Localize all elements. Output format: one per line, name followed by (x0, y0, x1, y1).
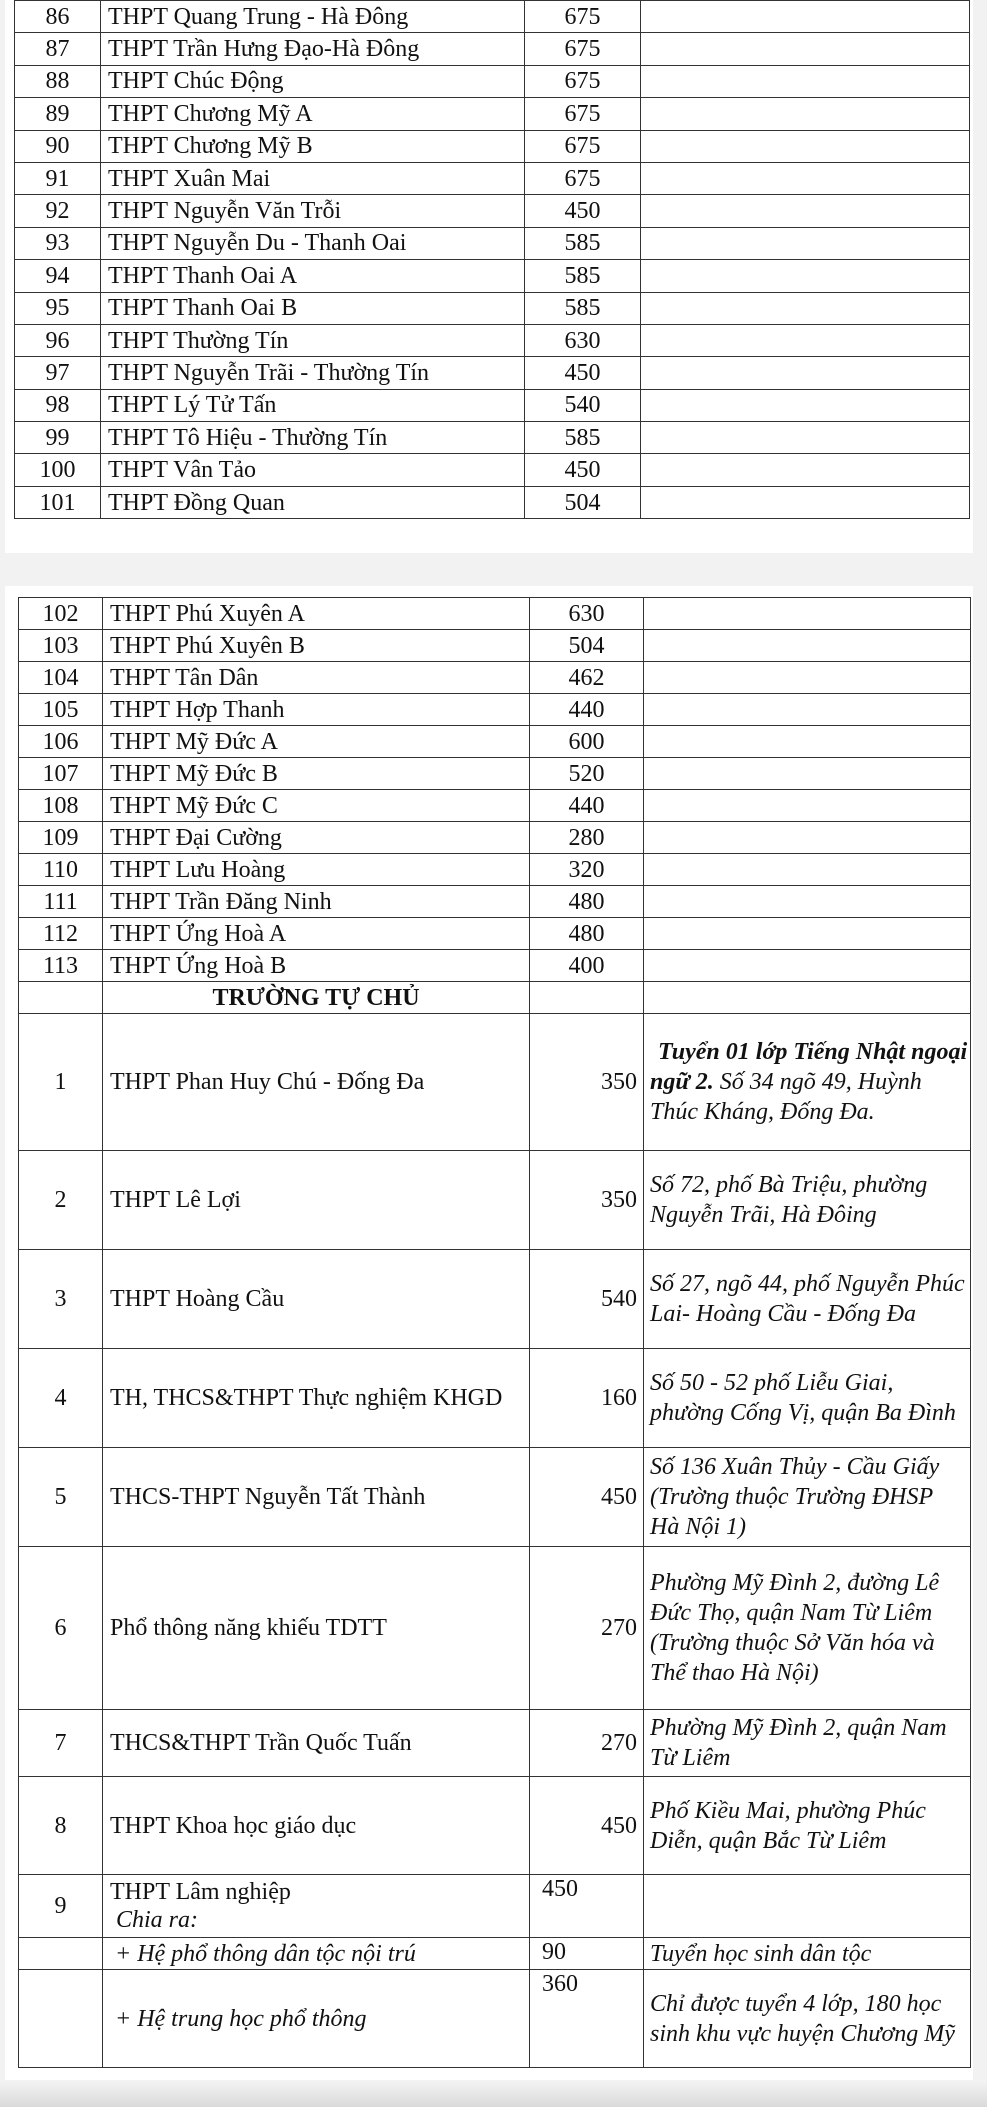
program-name: + Hệ phổ thông dân tộc nội trú (103, 1938, 530, 1970)
row-number: 106 (19, 726, 103, 758)
quota-value: 480 (530, 886, 644, 918)
school-name: THPT Lê Lợi (103, 1151, 530, 1250)
quota-value: 675 (525, 162, 641, 194)
address-note (644, 1710, 971, 1777)
note-text: Số 50 - 52 phố Liễu Giai, phường Cống Vị, quận Ba Đình (650, 1370, 956, 1426)
row-number: 109 (19, 822, 103, 854)
address-note (644, 1349, 971, 1448)
row-number: 101 (15, 486, 101, 518)
table-row (19, 598, 971, 630)
note-cell (644, 726, 971, 758)
table-row (19, 790, 971, 822)
program-note: Chỉ được tuyển 4 lớp, 180 học sinh khu vực huyện Chương Mỹ (644, 1970, 971, 2068)
school-name: THPT Chương Mỹ B (101, 130, 525, 162)
quota-value: 600 (530, 726, 644, 758)
sub-program-row (19, 1970, 971, 2068)
address-note (644, 1014, 971, 1151)
school-name: THPT Lưu Hoàng (103, 854, 530, 886)
quota-value: 585 (525, 292, 641, 324)
note-text: Số 27, ngõ 44, phố Nguyễn Phúc Lai- Hoàng Cầu - Đống Đa (650, 1271, 965, 1327)
row-number: 108 (19, 790, 103, 822)
row-number: 4 (19, 1349, 103, 1448)
table-row (15, 292, 970, 324)
enrollment-table-part-1 (14, 0, 970, 519)
quota-value: 350 (530, 1014, 644, 1151)
table-row (15, 357, 970, 389)
quota-value: 504 (525, 486, 641, 518)
table-row (15, 195, 970, 227)
table-row (15, 389, 970, 421)
quota-value: 540 (530, 1250, 644, 1349)
school-name: Phổ thông năng khiếu TDTT (103, 1547, 530, 1710)
row-number: 113 (19, 950, 103, 982)
row-number: 92 (15, 195, 101, 227)
row-number: 5 (19, 1448, 103, 1547)
row-number: 89 (15, 98, 101, 130)
table-row (19, 822, 971, 854)
school-name: THPT Phú Xuyên A (103, 598, 530, 630)
school-name: THPT Quang Trung - Hà Đông (101, 1, 525, 33)
table-row (15, 1, 970, 33)
program-note: Tuyển học sinh dân tộc (644, 1938, 971, 1970)
quota-value: 450 (530, 1777, 644, 1875)
school-name: THPT Nguyễn Trãi - Thường Tín (101, 357, 525, 389)
school-name: THPT Chương Mỹ A (101, 98, 525, 130)
note-cell (644, 886, 971, 918)
row-number: 99 (15, 422, 101, 454)
school-name: TH, THCS&THPT Thực nghiệm KHGD (103, 1349, 530, 1448)
autonomous-school-row (19, 1349, 971, 1448)
table-row (19, 918, 971, 950)
note-cell (644, 1875, 971, 1938)
school-name: THPT Thanh Oai A (101, 260, 525, 292)
quota-value: 675 (525, 65, 641, 97)
school-name: THPT Mỹ Đức B (103, 758, 530, 790)
row-number: 94 (15, 260, 101, 292)
lam-nghiep-row (19, 1875, 971, 1938)
quota-value: 360 (530, 1970, 644, 2068)
program-name: + Hệ trung học phổ thông (103, 1970, 530, 2068)
row-number: 96 (15, 324, 101, 356)
school-name: THPT Hoàng Cầu (103, 1250, 530, 1349)
school-name: THPT Trần Đăng Ninh (103, 886, 530, 918)
school-name: THPT Tân Dân (103, 662, 530, 694)
school-name: THPT Hợp Thanh (103, 694, 530, 726)
table-row (15, 162, 970, 194)
quota-value: 675 (525, 130, 641, 162)
row-number: 105 (19, 694, 103, 726)
row-number: 112 (19, 918, 103, 950)
autonomous-school-row (19, 1014, 971, 1151)
row-number: 95 (15, 292, 101, 324)
school-name: THPT Phan Huy Chú - Đống Đa (103, 1014, 530, 1151)
quota-value: 675 (525, 98, 641, 130)
note-cell (644, 694, 971, 726)
quota-value: 450 (530, 1448, 644, 1547)
quota-value: 160 (530, 1349, 644, 1448)
note-cell (644, 822, 971, 854)
school-name: THPT Ứng Hoà A (103, 918, 530, 950)
note-cell (641, 162, 970, 194)
school-name: THCS-THPT Nguyễn Tất Thành (103, 1448, 530, 1547)
quota-value: 400 (530, 950, 644, 982)
row-number: 93 (15, 227, 101, 259)
quota-value: 630 (525, 324, 641, 356)
row-number: 103 (19, 630, 103, 662)
school-name: THPT Đại Cường (103, 822, 530, 854)
row-number: 104 (19, 662, 103, 694)
school-name: THPT Đồng Quan (101, 486, 525, 518)
school-name: THPT Vân Tảo (101, 454, 525, 486)
note-cell (641, 227, 970, 259)
quota-value: 585 (525, 260, 641, 292)
table-row (15, 65, 970, 97)
row-number: 100 (15, 454, 101, 486)
note-text: Số 72, phố Bà Triệu, phường Nguyễn Trãi, Hà Đôing (650, 1172, 928, 1228)
address-note (644, 1250, 971, 1349)
quota-value: 480 (530, 918, 644, 950)
quota-value: 440 (530, 694, 644, 726)
row-number: 111 (19, 886, 103, 918)
school-name-text: THPT Lâm nghiệp (110, 1879, 291, 1905)
school-name: THPT Mỹ Đức A (103, 726, 530, 758)
table-row (15, 227, 970, 259)
quota-value: 450 (525, 357, 641, 389)
note-cell (641, 454, 970, 486)
section-header-row (19, 982, 971, 1014)
address-note (644, 1151, 971, 1250)
note-text: Phố Kiều Mai, phường Phúc Diễn, quận Bắc Từ Liêm (650, 1797, 926, 1854)
autonomous-school-row (19, 1777, 971, 1875)
row-number: 87 (15, 33, 101, 65)
note-cell (644, 790, 971, 822)
split-label: Chia ra: (116, 1907, 199, 1933)
table-row (19, 726, 971, 758)
row-number: 7 (19, 1710, 103, 1777)
row-number: 8 (19, 1777, 103, 1875)
school-name: THPT Tô Hiệu - Thường Tín (101, 422, 525, 454)
row-number: 107 (19, 758, 103, 790)
table-row (19, 886, 971, 918)
table-row (19, 662, 971, 694)
quota-value: 350 (530, 1151, 644, 1250)
row-number: 3 (19, 1250, 103, 1349)
school-name: THPT Thanh Oai B (101, 292, 525, 324)
school-name: THPT Thường Tín (101, 324, 525, 356)
note-emphasis: Tuyển 01 lớp Tiếng Nhật ngoại ngữ 2. (650, 1039, 968, 1095)
empty-cell (19, 1970, 103, 2068)
note-cell (641, 260, 970, 292)
table-row (19, 854, 971, 886)
row-number: 2 (19, 1151, 103, 1250)
school-name: THPT Mỹ Đức C (103, 790, 530, 822)
table-row (15, 486, 970, 518)
school-name: THPT Xuân Mai (101, 162, 525, 194)
note-cell (641, 422, 970, 454)
empty-cell (19, 1938, 103, 1970)
school-name: THPT Khoa học giáo dục (103, 1777, 530, 1875)
note-cell (641, 486, 970, 518)
table-row (15, 422, 970, 454)
table-row (19, 950, 971, 982)
table-row (15, 33, 970, 65)
school-name: THPT Lý Tử Tấn (101, 389, 525, 421)
quota-value: 675 (525, 33, 641, 65)
row-number: 97 (15, 357, 101, 389)
empty-cell (644, 982, 971, 1014)
school-name (103, 1875, 530, 1938)
note-cell (644, 758, 971, 790)
table-row (15, 324, 970, 356)
quota-value: 450 (525, 454, 641, 486)
school-name: THPT Ứng Hoà B (103, 950, 530, 982)
row-number: 110 (19, 854, 103, 886)
note-text: Phường Mỹ Đình 2, đường Lê Đức Thọ, quận Nam Từ Liêm (Trường thuộc Sở Văn hóa và Thể thao Hà Nội) (650, 1570, 940, 1686)
note-cell (641, 389, 970, 421)
autonomous-school-row (19, 1710, 971, 1777)
note-text: Số 34 ngõ 49, Huỳnh Thúc Kháng, Đống Đa. (650, 1069, 922, 1125)
row-number: 1 (19, 1014, 103, 1151)
table-row (19, 758, 971, 790)
note-cell (641, 1, 970, 33)
school-name: THPT Nguyễn Du - Thanh Oai (101, 227, 525, 259)
note-cell (641, 357, 970, 389)
quota-value: 270 (530, 1547, 644, 1710)
quota-value: 320 (530, 854, 644, 886)
school-name: THPT Chúc Động (101, 65, 525, 97)
quota-value: 630 (530, 598, 644, 630)
table-row (15, 454, 970, 486)
note-cell (641, 65, 970, 97)
note-text: Phường Mỹ Đình 2, quận Nam Từ Liêm (650, 1715, 947, 1771)
note-cell (644, 630, 971, 662)
autonomous-school-row (19, 1151, 971, 1250)
quota-value: 675 (525, 1, 641, 33)
table-row (19, 630, 971, 662)
note-cell (644, 950, 971, 982)
section-title: TRƯỜNG TỰ CHỦ (103, 982, 530, 1014)
quota-value: 504 (530, 630, 644, 662)
note-cell (644, 598, 971, 630)
school-name: THPT Phú Xuyên B (103, 630, 530, 662)
note-cell (641, 33, 970, 65)
autonomous-school-row (19, 1250, 971, 1349)
row-number: 91 (15, 162, 101, 194)
row-number: 102 (19, 598, 103, 630)
row-number: 6 (19, 1547, 103, 1710)
note-text: Số 136 Xuân Thủy - Cầu Giấy (Trường thuộc Trường ĐHSP Hà Nội 1) (650, 1454, 940, 1540)
row-number: 90 (15, 130, 101, 162)
school-name: THPT Nguyễn Văn Trỗi (101, 195, 525, 227)
quota-value: 440 (530, 790, 644, 822)
row-number: 98 (15, 389, 101, 421)
school-name: THPT Trần Hưng Đạo-Hà Đông (101, 33, 525, 65)
enrollment-table-part-2 (18, 597, 971, 2068)
note-cell (641, 130, 970, 162)
address-note (644, 1547, 971, 1710)
quota-value: 450 (530, 1875, 644, 1938)
note-cell (641, 98, 970, 130)
note-cell (641, 324, 970, 356)
empty-cell (530, 982, 644, 1014)
quota-value: 90 (530, 1938, 644, 1970)
address-note (644, 1777, 971, 1875)
address-note (644, 1448, 971, 1547)
quota-value: 585 (525, 227, 641, 259)
table-row (19, 694, 971, 726)
row-number: 88 (15, 65, 101, 97)
sub-program-row (19, 1938, 971, 1970)
quota-value: 280 (530, 822, 644, 854)
school-name: THCS&THPT Trần Quốc Tuấn (103, 1710, 530, 1777)
note-cell (641, 195, 970, 227)
bottom-edge-shadow (0, 2080, 987, 2107)
quota-value: 540 (525, 389, 641, 421)
quota-value: 450 (525, 195, 641, 227)
note-cell (644, 918, 971, 950)
empty-cell (19, 982, 103, 1014)
autonomous-school-row (19, 1547, 971, 1710)
table-row (15, 130, 970, 162)
note-cell (641, 292, 970, 324)
quota-value: 462 (530, 662, 644, 694)
table-row (15, 260, 970, 292)
quota-value: 520 (530, 758, 644, 790)
row-number: 9 (19, 1875, 103, 1938)
note-cell (644, 662, 971, 694)
autonomous-school-row (19, 1448, 971, 1547)
quota-value: 585 (525, 422, 641, 454)
quota-value: 270 (530, 1710, 644, 1777)
note-cell (644, 854, 971, 886)
row-number: 86 (15, 1, 101, 33)
table-row (15, 98, 970, 130)
